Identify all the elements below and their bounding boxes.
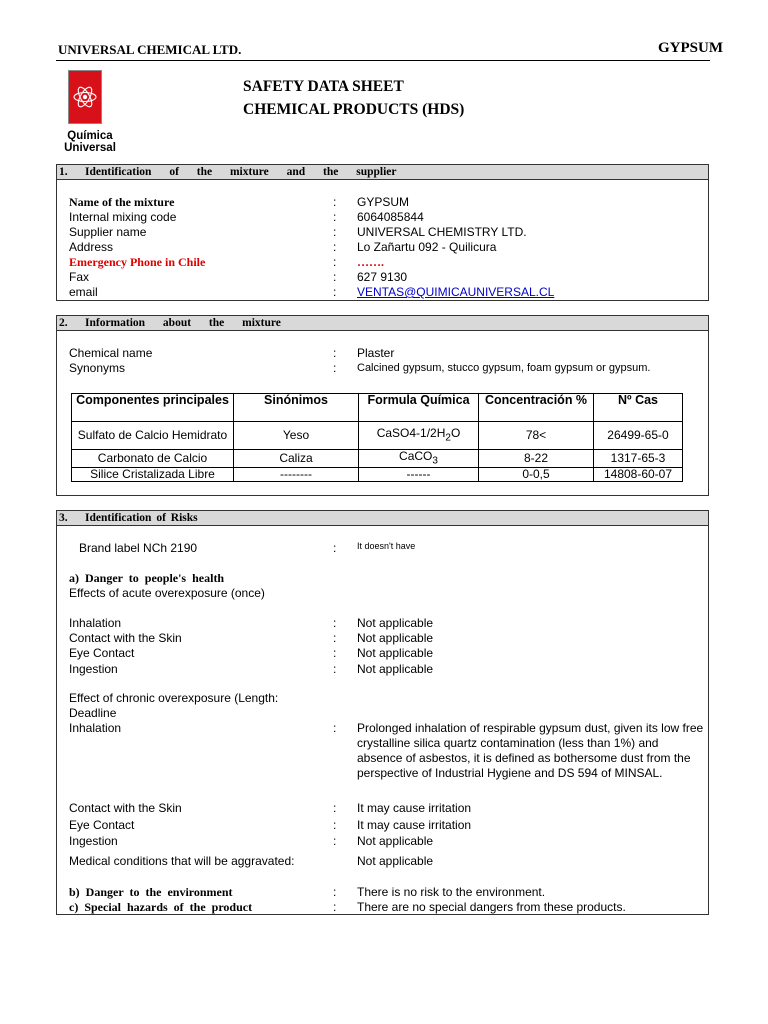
acute-heading: Effects of acute overexposure (once) (69, 586, 265, 600)
field-colon: : (333, 818, 337, 832)
table-cell: Carbonato de Calcio (72, 450, 234, 468)
field-value: It may cause irritation (357, 801, 472, 815)
table-cell: 14808-60-07 (594, 468, 683, 482)
header-company: UNIVERSAL CHEMICAL LTD. (58, 42, 242, 57)
field-label: Supplier name (69, 225, 147, 239)
field-label: Internal mixing code (69, 210, 177, 224)
field-colon: : (333, 631, 337, 645)
field-label: Inhalation (69, 616, 122, 630)
logo-line2: Universal (64, 142, 116, 154)
field-value: GYPSUM (357, 195, 410, 209)
table-cell: Yeso (234, 422, 359, 450)
field-label: Eye Contact (69, 646, 135, 660)
field-value: Lo Zañartu 092 - Quilicura (357, 240, 497, 254)
field-label: Ingestion (69, 662, 118, 676)
brand-label: Brand label NCh 2190 (79, 541, 198, 555)
table-header: Componentes principales (72, 394, 234, 422)
field-colon: : (333, 900, 337, 914)
medical-value: Not applicable (357, 854, 434, 868)
table-cell: $CaSO4-1/2H_2O$ (359, 422, 479, 450)
section-information (56, 315, 709, 496)
field-value: Not applicable (357, 646, 434, 660)
field-label: Synonyms (69, 361, 126, 375)
table-cell: 26499-65-0 (594, 422, 683, 450)
field-value: Not applicable (357, 631, 434, 645)
logo-line1: Química (67, 130, 113, 142)
environment-heading: b) Danger to the environment (69, 885, 233, 899)
logo-box (68, 70, 102, 124)
special-hazards-value: There are no special dangers from these products. (357, 900, 626, 914)
field-colon: : (333, 255, 337, 269)
section-number: 2. (59, 317, 68, 329)
field-value: It may cause irritation (357, 818, 472, 832)
section-header (57, 511, 708, 526)
field-colon: : (333, 834, 337, 848)
field-label: email (69, 285, 98, 299)
table-cell: Sulfato de Calcio Hemidrato (72, 422, 234, 450)
brand-value: It doesn't have (357, 541, 416, 551)
medical-label: Medical conditions that will be aggravated: (69, 854, 295, 868)
section-title: Identification of the mixture and the supplier (85, 166, 397, 178)
table-row (72, 468, 683, 482)
logo-text (60, 130, 120, 154)
chronic-heading: Effect of chronic overexposure (Length: (69, 691, 279, 705)
chronic-heading-2: Deadline (69, 706, 117, 720)
table-header: Sinónimos (234, 394, 359, 422)
field-value: Plaster (357, 346, 395, 360)
field-value: UNIVERSAL CHEMISTRY LTD. (357, 225, 527, 239)
field-colon: : (333, 801, 337, 815)
field-label: Address (69, 240, 114, 254)
field-label: Ingestion (69, 834, 118, 848)
health-heading: a) Danger to people's health (69, 571, 225, 585)
table-row (72, 450, 683, 468)
document-subtitle: CHEMICAL PRODUCTS (HDS) (243, 101, 465, 118)
table-header: Formula Química (359, 394, 479, 422)
field-colon: : (333, 240, 337, 254)
field-colon: : (333, 346, 337, 360)
section-title: Information about the mixture (85, 317, 281, 329)
section-identification (56, 164, 709, 301)
field-colon: : (333, 721, 337, 735)
header-divider (56, 60, 710, 61)
field-colon: : (333, 616, 337, 630)
field-label: Eye Contact (69, 818, 135, 832)
field-label: Fax (69, 270, 90, 284)
field-label: Contact with the Skin (69, 801, 182, 815)
field-value: Not applicable (357, 662, 434, 676)
field-colon: : (333, 270, 337, 284)
table-cell: 78< (479, 422, 594, 450)
document-title: SAFETY DATA SHEET (243, 78, 404, 95)
table-header: Concentración % (479, 394, 594, 422)
field-colon: : (333, 225, 337, 239)
section-number: 3. (59, 512, 68, 524)
field-colon: : (333, 662, 337, 676)
table-cell: 8-22 (479, 450, 594, 468)
table-header: Nº Cas (594, 394, 683, 422)
section-header (57, 316, 708, 331)
field-label: Contact with the Skin (69, 631, 182, 645)
table-cell: -------- (234, 468, 359, 482)
field-value: 6064085844 (357, 210, 424, 224)
field-colon: : (333, 285, 337, 299)
field-label: Inhalation (69, 721, 122, 735)
header-product: GYPSUM (658, 40, 723, 56)
field-colon: : (333, 195, 337, 209)
field-label: Chemical name (69, 346, 153, 360)
emergency-phone-label: Emergency Phone in Chile (69, 255, 206, 269)
section-number: 1. (59, 166, 68, 178)
table-cell: 0-0,5 (479, 468, 594, 482)
field-label: Name of the mixture (69, 195, 175, 209)
field-value: 627 9130 (357, 270, 408, 284)
environment-value: There is no risk to the environment. (357, 885, 546, 899)
field-value: Not applicable (357, 834, 434, 848)
field-colon: : (333, 646, 337, 660)
table-row (72, 422, 683, 450)
field-value: Not applicable (357, 616, 434, 630)
section-title: Identification of Risks (85, 512, 198, 524)
chronic-inhalation-value: Prolonged inhalation of respirable gypsum dust, given its low free crystalline silica quartz contamination (less than 1%) and absence of asbestos, it is defined as bothersome dust from the perspective of Industrial Hygiene and DS 594 of MINSAL. (357, 721, 704, 780)
table-cell: ------ (359, 468, 479, 482)
section-header (57, 165, 708, 180)
field-colon: : (333, 885, 337, 899)
components-table (71, 393, 683, 482)
special-hazards-heading: c) Special hazards of the product (69, 900, 253, 914)
field-value: Calcined gypsum, stucco gypsum, foam gypsum or gypsum. (357, 362, 651, 374)
table-cell: 1317-65-3 (594, 450, 683, 468)
table-cell: Caliza (234, 450, 359, 468)
company-logo (60, 70, 126, 156)
atom-icon (69, 71, 101, 123)
emergency-phone-value: ……. (357, 255, 384, 269)
table-cell: Silice Cristalizada Libre (72, 468, 234, 482)
field-colon: : (333, 210, 337, 224)
table-cell: CaCO$_3$ (359, 450, 479, 468)
section-risks (56, 510, 709, 915)
field-colon: : (333, 361, 337, 375)
table-header-row (72, 394, 683, 422)
field-colon: : (333, 541, 337, 555)
email-link[interactable]: VENTAS@QUIMICAUNIVERSAL.CL (357, 285, 555, 299)
